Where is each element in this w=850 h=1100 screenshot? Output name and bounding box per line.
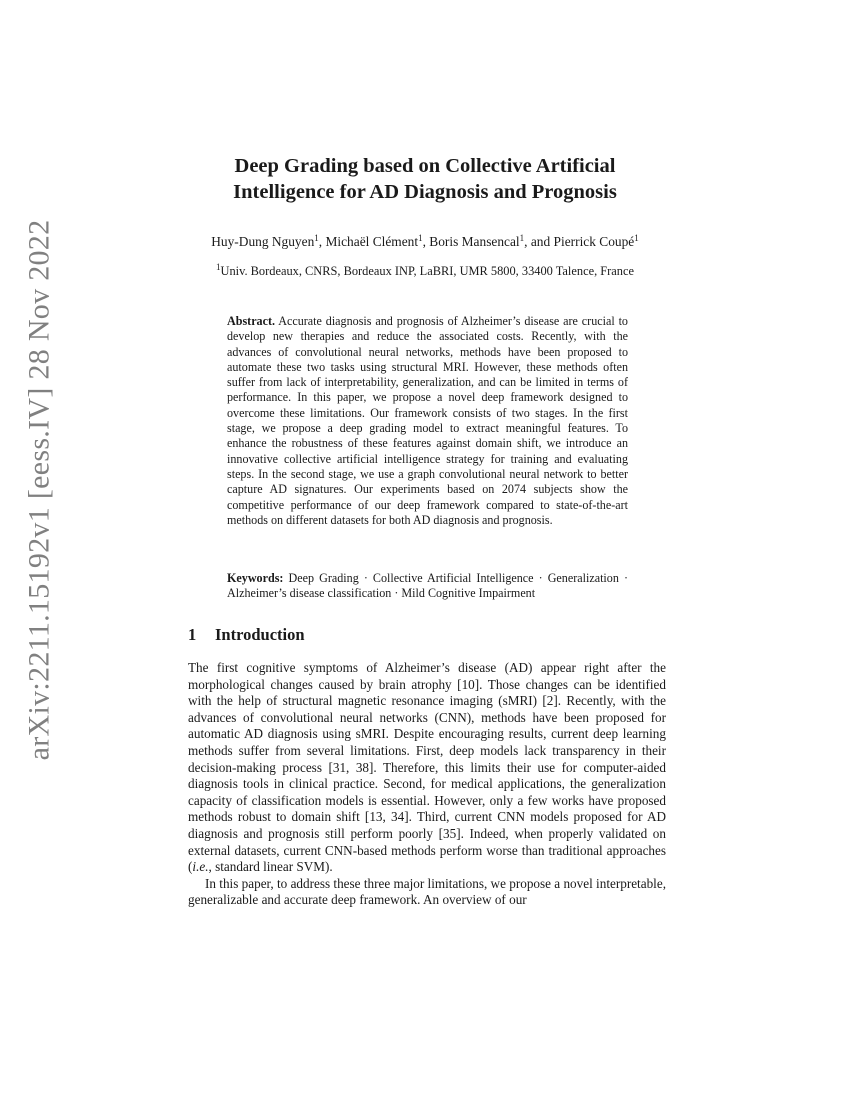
- section-number: 1: [188, 625, 197, 644]
- keywords-text: Deep Grading · Collective Artificial Intelligence · Generalization · Alzheimer’s disease classification · Mild Cognitive Impairment: [227, 571, 628, 601]
- paper-title-line-1: Deep Grading based on Collective Artificial: [234, 155, 616, 177]
- paper-title-line-2: Intelligence for AD Diagnosis and Prognosis: [233, 181, 617, 203]
- affiliation-mark: 1: [314, 233, 319, 243]
- author-name: Huy-Dung Nguyen: [211, 234, 315, 249]
- affiliation-mark: 1: [519, 233, 525, 243]
- arxiv-identifier-stamp: [4, 219, 74, 761]
- keywords-label: Keywords:: [227, 571, 284, 585]
- affiliation: [100, 263, 750, 279]
- emphasis-text: i.e.: [192, 859, 209, 875]
- paragraph: [188, 660, 666, 876]
- abstract-label: Abstract.: [227, 314, 276, 328]
- affiliation-mark: 1: [418, 233, 423, 243]
- author-name: Boris Mansencal: [429, 234, 520, 249]
- author-list: [100, 233, 750, 250]
- introduction-body: [188, 660, 666, 909]
- paragraph: In this paper, to address these three major limitations, we propose a novel interpretable, generalizable and accurate deep framework. An overview of our: [188, 875, 666, 908]
- author-name: Michaël Clément: [325, 234, 419, 249]
- arxiv-identifier-text: arXiv:2211.15192v1 [eess.IV] 28 Nov 2022: [22, 219, 55, 761]
- author-separator: ,: [422, 234, 430, 249]
- section-heading-introduction: [188, 624, 305, 646]
- paragraph-text: , standard linear SVM).: [208, 859, 333, 875]
- affiliation-mark: 1: [634, 233, 639, 243]
- abstract: [227, 314, 628, 528]
- author-separator: ,: [318, 234, 326, 249]
- affiliation-mark: 1: [216, 262, 221, 272]
- paper-title: [150, 153, 700, 205]
- affiliation-text: Univ. Bordeaux, CNRS, Bordeaux INP, LaBRI, UMR 5800, 33400 Talence, France: [220, 264, 634, 278]
- keywords: [227, 571, 628, 602]
- author-separator: , and: [524, 234, 554, 249]
- abstract-text: Accurate diagnosis and prognosis of Alzheimer’s disease are crucial to develop new therapies and reduce the associated costs. Recently, with the advances of convolutional neural networks, methods have been proposed to automate these two tasks using structural MRI. However, these methods often suffer from lack of interpretability, generalization, and can be limited in terms of performance. In this paper, we propose a novel deep framework designed to overcome these limitations. Our framework consists of two stages. In the first stage, we propose a deep grading model to extract meaningful features. To enhance the robustness of these features against domain shift, we introduce an innovative collective artificial intelligence strategy for training and evaluating steps. In the second stage, we use a graph convolutional neural network to better capture AD signatures. Our experiments based on 2074 subjects show the competitive performance of our deep framework compared to state-of-the-art methods on different datasets for both AD diagnosis and prognosis.: [227, 314, 628, 527]
- paragraph-text: The first cognitive symptoms of Alzheimer’s disease (AD) appear right after the morphological changes caused by brain atrophy [10]. Those changes can be identified with the help of structural magnetic resonance imaging (sMRI) [2]. Recently, with the advances of convolutional neural networks (CNN), methods have been proposed for automatic AD diagnosis using sMRI. Despite encouraging results, current deep learning methods suffer from several limitations. First, deep models lack transparency in their decision-making process [31, 38]. Therefore, this limits their use for computer-aided diagnosis tools in clinical practice. Second, for medical applications, the generalization capacity of classification models is essential. However, only a few works have proposed methods robust to domain shift [13, 34]. Third, current CNN models proposed for AD diagnosis and prognosis still perform poorly [35]. Indeed, when properly validated on external datasets, current CNN-based methods perform worse than traditional approaches (: [188, 660, 666, 875]
- author-name: Pierrick Coupé: [553, 234, 635, 249]
- section-title: Introduction: [215, 625, 305, 644]
